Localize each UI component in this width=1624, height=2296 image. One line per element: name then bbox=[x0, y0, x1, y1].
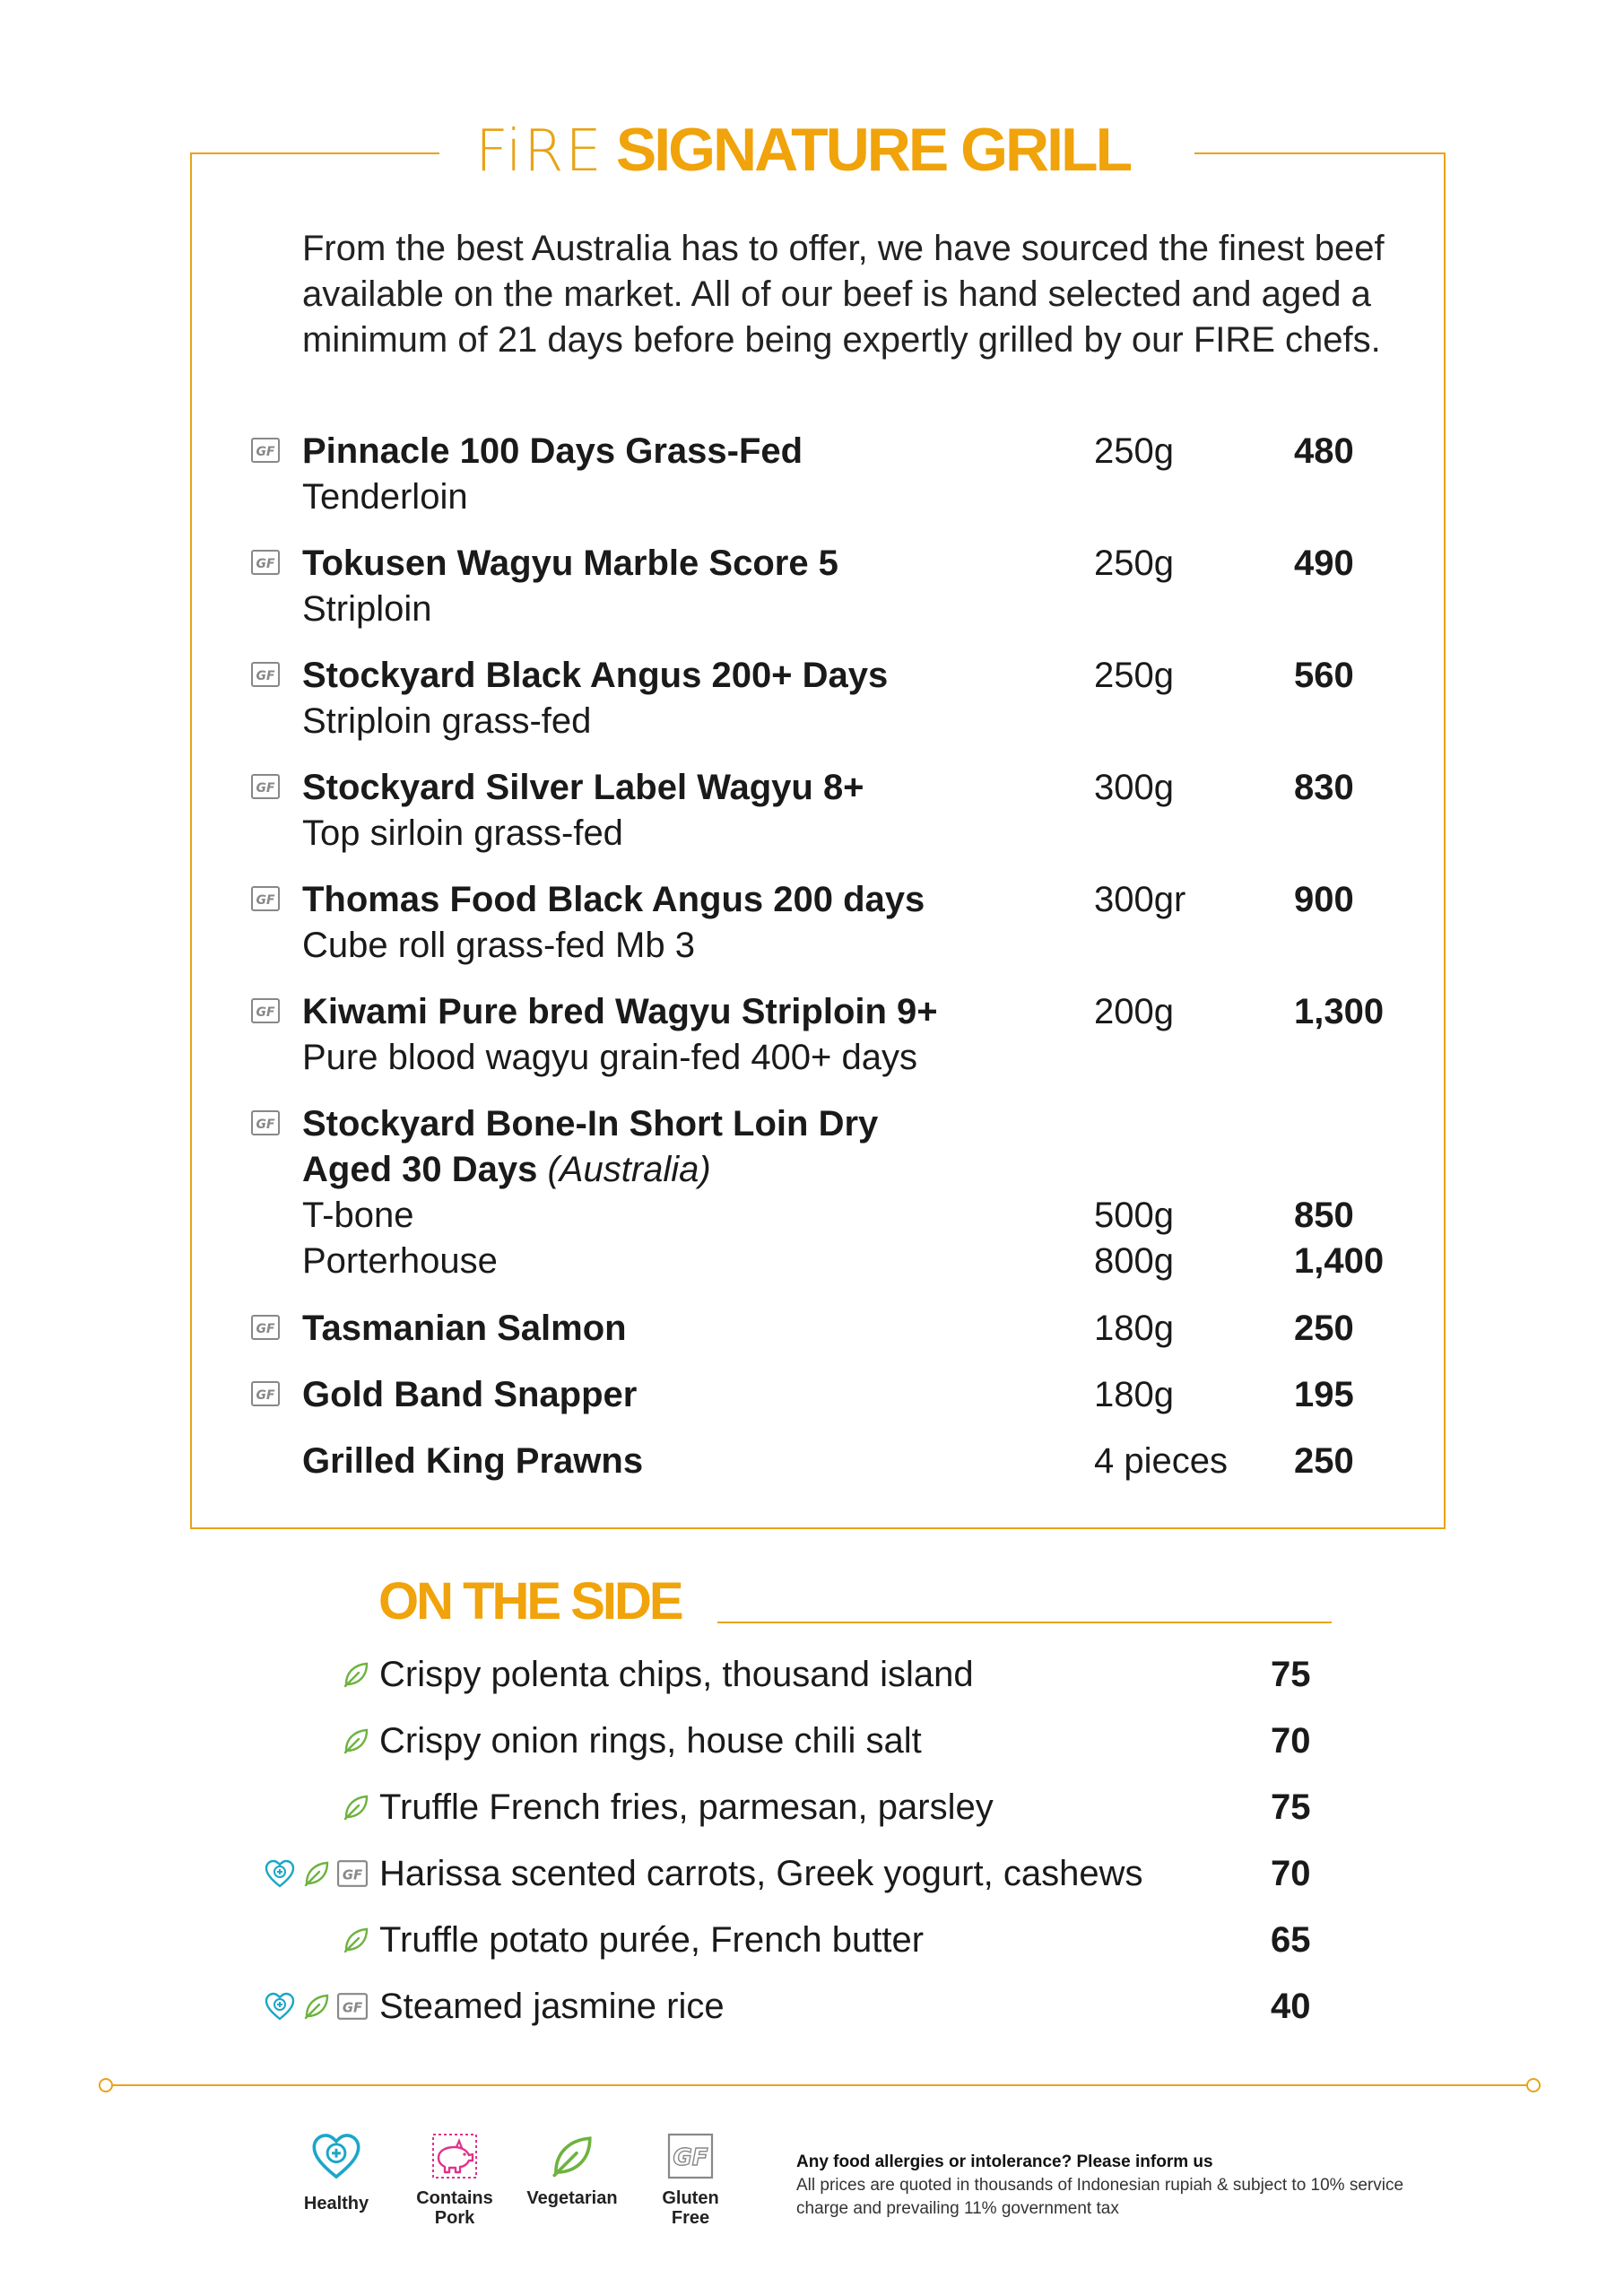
vegetarian-icon bbox=[301, 1991, 332, 2022]
item-price: 900 bbox=[1294, 880, 1354, 919]
item-name: Stockyard Black Angus 200+ Days bbox=[302, 656, 889, 695]
item-name: Stockyard Silver Label Wagyu 8+ bbox=[302, 768, 864, 807]
item-weight: 180g bbox=[1094, 1375, 1174, 1414]
side-item-name: Crispy polenta chips, thousand island bbox=[379, 1655, 974, 1694]
item-name: Stockyard Bone-In Short Loin Dry bbox=[302, 1104, 879, 1144]
svg-text:GF: GF bbox=[342, 1999, 363, 2016]
side-heading-rule bbox=[717, 1622, 1332, 1623]
item-weight: 4 pieces bbox=[1094, 1441, 1228, 1481]
healthy-icon bbox=[309, 2131, 363, 2181]
healthy-icon bbox=[264, 1858, 296, 1889]
contains-pork-icon bbox=[428, 2131, 482, 2181]
aging-label: Aged 30 Days bbox=[302, 1150, 538, 1189]
side-item bbox=[251, 1652, 1327, 1699]
bone-in-item bbox=[251, 1101, 1435, 1290]
footer-divider-left-dot bbox=[99, 2078, 113, 2092]
item-name-line2 bbox=[302, 1147, 711, 1193]
gluten-free-icon bbox=[337, 1860, 368, 1887]
menu-item bbox=[251, 765, 1435, 853]
side-item bbox=[251, 1918, 1327, 1964]
price-notice: All prices are quoted in thousands of Indonesian rupiah & subject to 10% service charge and prevailing 11% government tax bbox=[796, 2176, 1404, 2218]
gluten-free-icon bbox=[251, 550, 280, 575]
item-weight: 200g bbox=[1094, 992, 1174, 1031]
gf-badge-text: GF bbox=[673, 2144, 708, 2171]
menu-item bbox=[251, 989, 1435, 1077]
section-heading: SIGNATURE GRILL bbox=[615, 116, 1131, 184]
item-name: Kiwami Pure bred Wagyu Striploin 9+ bbox=[302, 992, 938, 1031]
legend-label-line1: Contains bbox=[416, 2188, 493, 2208]
gluten-free-icon bbox=[251, 1381, 280, 1406]
menu-item bbox=[251, 429, 1435, 517]
svg-text:GF: GF bbox=[256, 781, 275, 796]
frame-top-right-line bbox=[1194, 152, 1446, 154]
item-weight: 250g bbox=[1094, 656, 1174, 695]
menu-item bbox=[251, 1439, 1435, 1485]
on-the-side-heading: ON THE SIDE bbox=[378, 1572, 682, 1631]
item-name: Pinnacle 100 Days Grass-Fed bbox=[302, 431, 803, 471]
side-item-name: Crispy onion rings, house chili salt bbox=[379, 1721, 922, 1761]
vegetarian-icon bbox=[545, 2131, 599, 2181]
menu-item bbox=[251, 1306, 1435, 1352]
side-item-price: 70 bbox=[1271, 1721, 1311, 1761]
side-item-name: Truffle French fries, parmesan, parsley bbox=[379, 1787, 994, 1827]
item-price: 830 bbox=[1294, 768, 1354, 807]
side-item-price: 75 bbox=[1271, 1655, 1311, 1694]
item-description: Tenderloin bbox=[302, 477, 468, 517]
item-price: 490 bbox=[1294, 544, 1354, 583]
gluten-free-icon bbox=[251, 774, 280, 799]
item-description: Striploin grass-fed bbox=[302, 701, 592, 741]
frame-top-left-line bbox=[190, 152, 439, 154]
gluten-free-icon bbox=[337, 1993, 368, 2020]
side-item-price: 75 bbox=[1271, 1787, 1311, 1827]
legend-label bbox=[396, 2188, 513, 2228]
gluten-free-icon bbox=[664, 2131, 717, 2181]
svg-text:GF: GF bbox=[256, 1118, 275, 1132]
menu-item bbox=[251, 1372, 1435, 1419]
legend-label: Healthy bbox=[303, 2194, 369, 2213]
legend-label-line1: Gluten bbox=[662, 2188, 719, 2208]
footer-divider bbox=[106, 2084, 1532, 2086]
item-weight: 250g bbox=[1094, 544, 1174, 583]
cut-name: Porterhouse bbox=[302, 1241, 498, 1281]
side-item bbox=[251, 1984, 1327, 2031]
footer-divider-right-dot bbox=[1526, 2078, 1541, 2092]
side-item-icons bbox=[341, 1925, 371, 1957]
item-price: 1,300 bbox=[1294, 992, 1385, 1031]
item-price: 195 bbox=[1294, 1375, 1354, 1414]
menu-item bbox=[251, 541, 1435, 629]
signature-grill-title bbox=[475, 115, 1130, 187]
vegetarian-icon bbox=[341, 1726, 371, 1756]
healthy-icon bbox=[264, 1991, 296, 2022]
cut-weight: 500g bbox=[1094, 1196, 1174, 1235]
svg-text:GF: GF bbox=[256, 669, 275, 683]
item-price: 250 bbox=[1294, 1441, 1354, 1481]
svg-text:GF: GF bbox=[256, 1005, 275, 1020]
svg-text:GF: GF bbox=[256, 1322, 275, 1336]
side-item-name: Harissa scented carrots, Greek yogurt, cashews bbox=[379, 1854, 1143, 1893]
side-item-price: 70 bbox=[1271, 1854, 1311, 1893]
vegetarian-icon bbox=[341, 1659, 371, 1690]
legend-healthy bbox=[278, 2131, 395, 2213]
allergy-notice: Any food allergies or intolerance? Please inform us bbox=[796, 2152, 1213, 2171]
side-item bbox=[251, 1785, 1327, 1831]
side-item-icons bbox=[264, 1858, 368, 1891]
side-item-icons bbox=[341, 1792, 371, 1824]
item-weight: 300gr bbox=[1094, 880, 1186, 919]
item-weight: 300g bbox=[1094, 768, 1174, 807]
item-name: Gold Band Snapper bbox=[302, 1375, 638, 1414]
legend-vegetarian bbox=[514, 2131, 630, 2208]
item-name: Tokusen Wagyu Marble Score 5 bbox=[302, 544, 838, 583]
item-description: Top sirloin grass-fed bbox=[302, 813, 623, 853]
fire-brand-logo: FiRE bbox=[475, 118, 604, 185]
cut-weight: 800g bbox=[1094, 1241, 1174, 1281]
legend-label-line2: Free bbox=[671, 2208, 710, 2228]
side-item-name: Truffle potato purée, French butter bbox=[379, 1920, 925, 1960]
cut-price: 850 bbox=[1294, 1196, 1354, 1235]
origin-label: (Australia) bbox=[547, 1150, 711, 1189]
gluten-free-icon bbox=[251, 438, 280, 463]
legend-gluten-free bbox=[632, 2131, 749, 2228]
gluten-free-icon bbox=[251, 886, 280, 911]
item-description: Striploin bbox=[302, 589, 432, 629]
vegetarian-icon bbox=[301, 1858, 332, 1889]
item-description: Cube roll grass-fed Mb 3 bbox=[302, 926, 695, 965]
svg-text:GF: GF bbox=[342, 1866, 363, 1883]
side-item bbox=[251, 1851, 1327, 1898]
svg-text:GF: GF bbox=[256, 1388, 275, 1403]
item-price: 480 bbox=[1294, 431, 1354, 471]
legend-contains-pork bbox=[396, 2131, 513, 2228]
svg-text:GF: GF bbox=[256, 445, 275, 459]
menu-item bbox=[251, 877, 1435, 965]
menu-item bbox=[251, 653, 1435, 741]
item-name: Grilled King Prawns bbox=[302, 1441, 644, 1481]
svg-text:GF: GF bbox=[256, 557, 275, 571]
item-price: 250 bbox=[1294, 1309, 1354, 1348]
footer-note bbox=[796, 2151, 1442, 2221]
vegetarian-icon bbox=[341, 1792, 371, 1822]
side-item-name: Steamed jasmine rice bbox=[379, 1987, 725, 2026]
item-name: Thomas Food Black Angus 200 days bbox=[302, 880, 925, 919]
legend-label-line2: Pork bbox=[434, 2208, 475, 2228]
item-price: 560 bbox=[1294, 656, 1354, 695]
legend-label: Vegetarian bbox=[526, 2188, 618, 2208]
item-description: Pure blood wagyu grain-fed 400+ days bbox=[302, 1038, 918, 1077]
grill-intro-text: From the best Australia has to offer, we have sourced the finest beef available on the market. All of our beef is hand selected and aged a minimum of 21 days before being expertly grilled by our FIRE chefs. bbox=[302, 229, 1385, 360]
svg-text:GF: GF bbox=[256, 893, 275, 908]
cut-price: 1,400 bbox=[1294, 1241, 1385, 1281]
side-item bbox=[251, 1718, 1327, 1765]
side-item-price: 65 bbox=[1271, 1920, 1311, 1960]
side-item-icons bbox=[341, 1659, 371, 1692]
side-item-icons bbox=[341, 1726, 371, 1758]
gluten-free-icon bbox=[251, 1315, 280, 1340]
item-weight: 250g bbox=[1094, 431, 1174, 471]
item-name: Tasmanian Salmon bbox=[302, 1309, 627, 1348]
item-weight: 180g bbox=[1094, 1309, 1174, 1348]
gluten-free-icon bbox=[251, 998, 280, 1023]
vegetarian-icon bbox=[341, 1925, 371, 1955]
cut-name: T-bone bbox=[302, 1196, 414, 1235]
side-item-icons bbox=[264, 1991, 368, 2023]
gluten-free-icon bbox=[251, 662, 280, 687]
gluten-free-icon bbox=[251, 1110, 280, 1135]
legend-label bbox=[632, 2188, 749, 2228]
side-item-price: 40 bbox=[1271, 1987, 1311, 2026]
